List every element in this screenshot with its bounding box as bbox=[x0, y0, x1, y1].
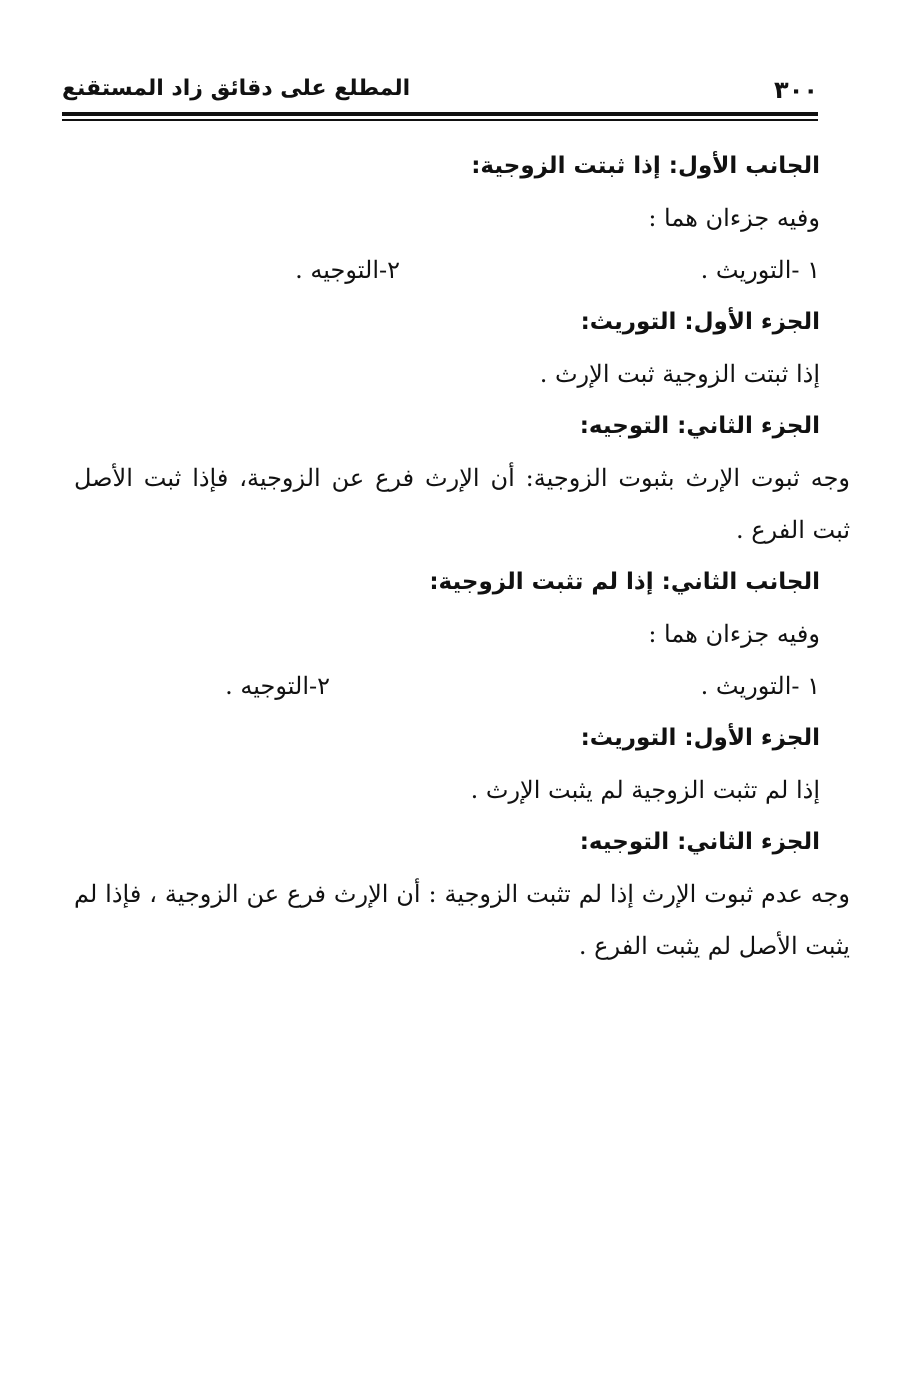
book-title: المطلع على دقائق زاد المستقنع bbox=[62, 76, 411, 101]
section1-intro: وفيه جزءان هما : bbox=[648, 204, 820, 232]
section2-intro: وفيه جزءان هما : bbox=[648, 620, 820, 648]
section2-part1-text: إذا لم تثبت الزوجية لم يثبت الإرث . bbox=[470, 776, 820, 804]
section2-part2-heading: الجزء الثاني: التوجيه: bbox=[579, 829, 820, 855]
section1-part1-text: إذا ثبتت الزوجية ثبت الإرث . bbox=[539, 360, 820, 388]
section2-item2: ٢-التوجيه . bbox=[225, 672, 330, 700]
section2-item1: ١ -التوريث . bbox=[700, 672, 820, 700]
running-header bbox=[62, 72, 818, 112]
section1-part2-text: وجه ثبوت الإرث بثبوت الزوجية: أن الإرث فرع عن الزوجية، فإذا ثبت الأصل ثبت الفرع . bbox=[74, 464, 850, 544]
header-rule-thin bbox=[62, 119, 818, 121]
section1-part2-heading: الجزء الثاني: التوجيه: bbox=[579, 413, 820, 439]
section2-part1-heading: الجزء الأول: التوريث: bbox=[580, 725, 820, 751]
section2-items bbox=[74, 660, 820, 712]
section1-part1-heading: الجزء الأول: التوريث: bbox=[580, 309, 820, 335]
section1-heading: الجانب الأول: إذا ثبتت الزوجية: bbox=[471, 153, 820, 179]
page-number: ٣٠٠ bbox=[774, 76, 818, 104]
section2-heading: الجانب الثاني: إذا لم تثبت الزوجية: bbox=[429, 569, 820, 595]
section1-item1: ١ -التوريث . bbox=[700, 256, 820, 284]
section2-part2-text: وجه عدم ثبوت الإرث إذا لم تثبت الزوجية : أن الإرث فرع عن الزوجية ، فإذا لم يثبت الأصل لم يثبت الفرع . bbox=[74, 880, 850, 960]
section1-items bbox=[74, 244, 820, 296]
section1-item2: ٢-التوجيه . bbox=[295, 256, 400, 284]
page-body bbox=[74, 140, 850, 972]
header-rule-thick bbox=[62, 112, 818, 116]
